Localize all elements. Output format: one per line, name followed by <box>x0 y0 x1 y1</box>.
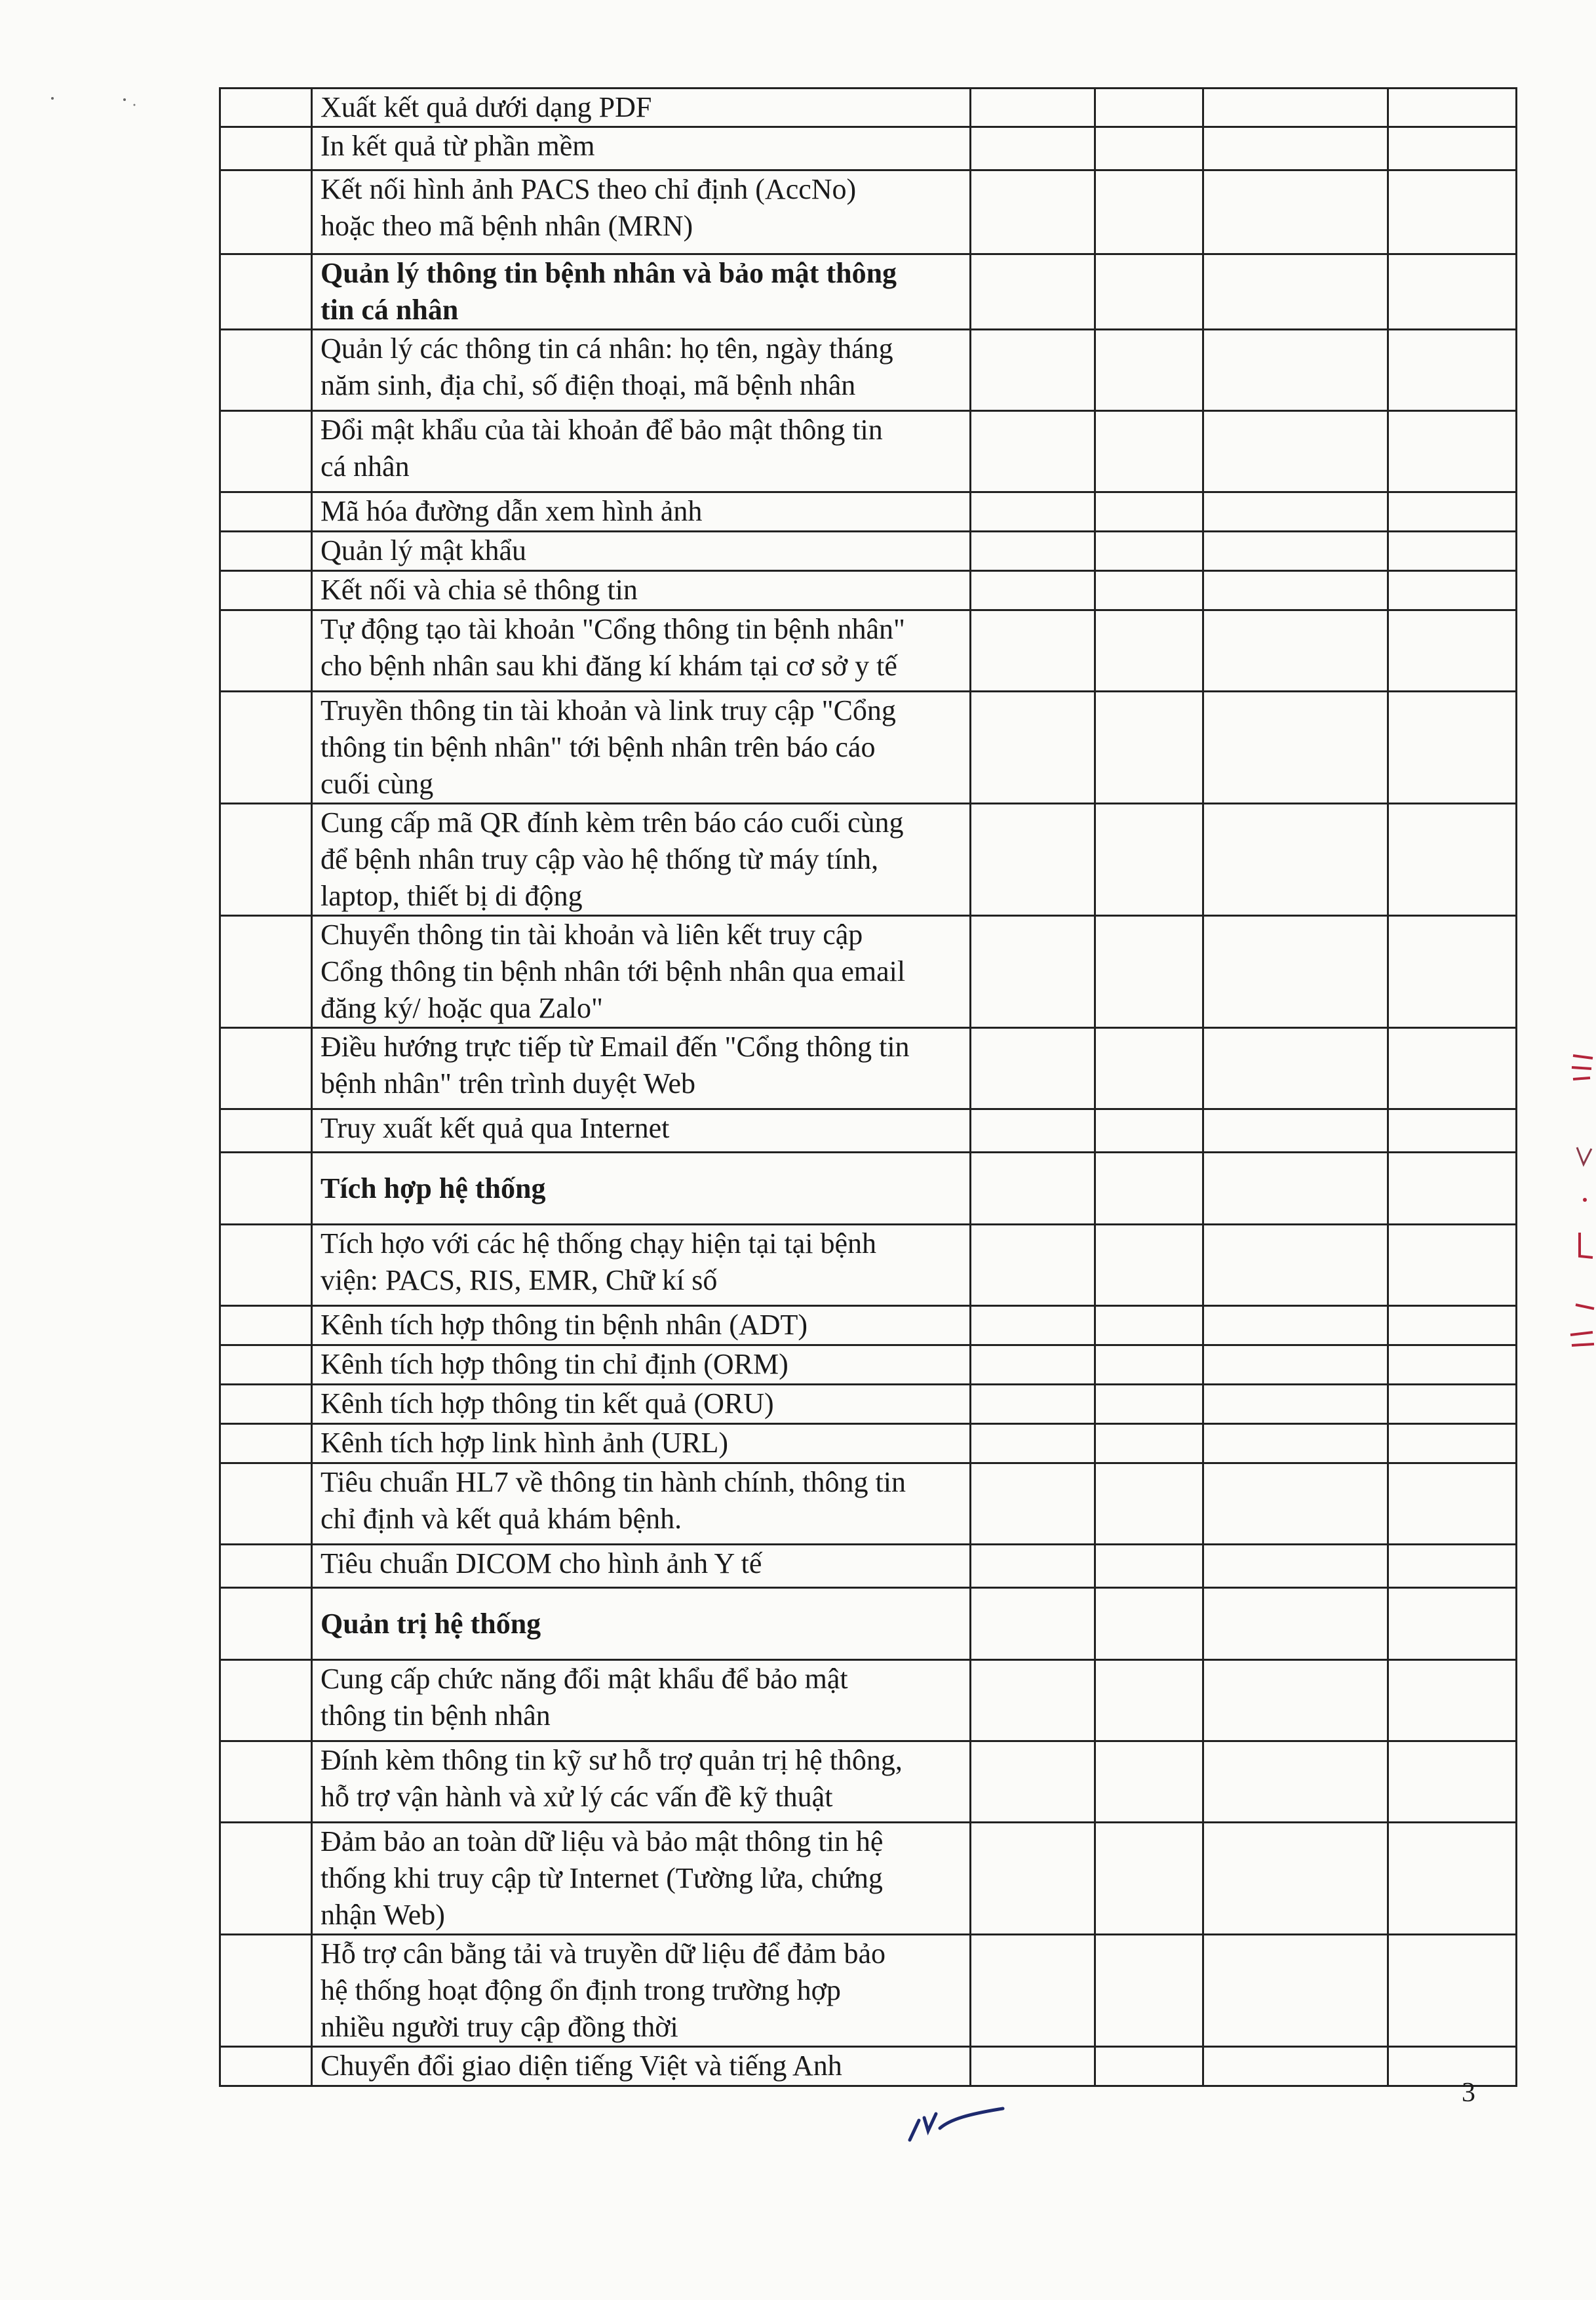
table-row <box>220 411 1517 492</box>
index-cell <box>220 170 312 254</box>
blank-cell <box>971 411 1095 492</box>
requirement-description <box>312 1153 971 1225</box>
table-row <box>220 610 1517 692</box>
blank-cell <box>1203 254 1388 330</box>
blank-cell <box>971 2047 1095 2086</box>
blank-cell <box>1203 2047 1388 2086</box>
requirement-description <box>312 1345 971 1385</box>
blank-cell <box>1095 170 1203 254</box>
blank-cell <box>1388 170 1517 254</box>
blank-cell <box>1095 1588 1203 1660</box>
margin-ink-marks <box>1560 1049 1596 1364</box>
blank-cell <box>1388 2047 1517 2086</box>
requirement-text-line: Tích hợp hệ thống <box>321 1172 546 1204</box>
requirement-description <box>312 170 971 254</box>
page-number: 3 <box>1462 2078 1475 2108</box>
requirement-description <box>312 1385 971 1424</box>
requirement-text-line: chỉ định và kết quả khám bệnh. <box>321 1503 682 1535</box>
requirement-text-line: hỗ trợ vận hành và xử lý các vấn đề kỹ thuật <box>321 1781 833 1813</box>
blank-cell <box>1203 1424 1388 1463</box>
blank-cell <box>971 1109 1095 1153</box>
requirement-text-line: Mã hóa đường dẫn xem hình ảnh <box>321 495 703 527</box>
blank-cell <box>1203 127 1388 170</box>
blank-cell <box>1203 1153 1388 1225</box>
blank-cell <box>1095 89 1203 127</box>
requirement-description <box>312 1109 971 1153</box>
requirement-description <box>312 610 971 692</box>
table-row <box>220 1545 1517 1588</box>
requirement-text-line: Tiêu chuẩn HL7 về thông tin hành chính, thông tin <box>321 1466 906 1498</box>
blank-cell <box>971 610 1095 692</box>
blank-cell <box>971 532 1095 571</box>
requirement-text-line: thông tin bệnh nhân" tới bệnh nhân trên báo cáo <box>321 731 876 763</box>
requirement-text-line: nhận Web) <box>321 1899 445 1931</box>
blank-cell <box>1388 1424 1517 1463</box>
blank-cell <box>1203 1741 1388 1823</box>
blank-cell <box>1095 2047 1203 2086</box>
requirement-text-line: Tự động tạo tài khoản "Cổng thông tin bệnh nhân" <box>321 613 905 645</box>
requirement-text-line: tin cá nhân <box>321 294 459 326</box>
requirement-text-line: Kênh tích hợp thông tin chỉ định (ORM) <box>321 1348 788 1380</box>
blank-cell <box>971 1823 1095 1935</box>
table-row <box>220 330 1517 411</box>
requirement-text-line: Kênh tích hợp thông tin bệnh nhân (ADT) <box>321 1309 808 1341</box>
requirement-text-line: Kênh tích hợp thông tin kết quả (ORU) <box>321 1387 774 1419</box>
blank-cell <box>971 1741 1095 1823</box>
requirement-text-line: cá nhân <box>321 450 410 483</box>
requirement-description <box>312 532 971 571</box>
blank-cell <box>1388 1306 1517 1345</box>
blank-cell <box>971 1588 1095 1660</box>
blank-cell <box>1388 1588 1517 1660</box>
blank-cell <box>1095 127 1203 170</box>
table-row <box>220 916 1517 1028</box>
table-row <box>220 1385 1517 1424</box>
blank-cell <box>1095 804 1203 916</box>
index-cell <box>220 571 312 610</box>
requirement-description <box>312 1660 971 1741</box>
blank-cell <box>1203 1028 1388 1109</box>
index-cell <box>220 492 312 532</box>
index-cell <box>220 1225 312 1306</box>
blank-cell <box>1095 1109 1203 1153</box>
requirement-description <box>312 1424 971 1463</box>
blank-cell <box>1095 1306 1203 1345</box>
requirement-text-line: Hỗ trợ cân bằng tải và truyền dữ liệu để đảm bảo <box>321 1937 886 1970</box>
index-cell <box>220 89 312 127</box>
index-cell <box>220 610 312 692</box>
requirement-text-line: Quản trị hệ thống <box>321 1607 541 1640</box>
requirement-text-line: Cung cấp chức năng đổi mật khẩu để bảo mật <box>321 1663 848 1695</box>
table-row <box>220 692 1517 804</box>
blank-cell <box>1203 1345 1388 1385</box>
requirement-text-line: Cung cấp mã QR đính kèm trên báo cáo cuối cùng <box>321 806 904 839</box>
index-cell <box>220 692 312 804</box>
index-cell <box>220 1463 312 1545</box>
blank-cell <box>1203 1225 1388 1306</box>
index-cell <box>220 1385 312 1424</box>
table-row <box>220 1225 1517 1306</box>
blank-cell <box>1388 571 1517 610</box>
blank-cell <box>971 1935 1095 2047</box>
requirement-text-line: thông tin bệnh nhân <box>321 1699 551 1732</box>
requirement-description <box>312 1935 971 2047</box>
blank-cell <box>1203 1109 1388 1153</box>
requirement-description <box>312 1588 971 1660</box>
requirement-text-line: hoặc theo mã bệnh nhân (MRN) <box>321 210 693 242</box>
blank-cell <box>971 1345 1095 1385</box>
blank-cell <box>1203 1823 1388 1935</box>
blank-cell <box>971 1385 1095 1424</box>
index-cell <box>220 411 312 492</box>
index-cell <box>220 1545 312 1588</box>
blank-cell <box>971 1225 1095 1306</box>
blank-cell <box>1095 1028 1203 1109</box>
table-row <box>220 2047 1517 2086</box>
blank-cell <box>1095 1424 1203 1463</box>
table-row <box>220 1935 1517 2047</box>
blank-cell <box>971 330 1095 411</box>
table-row <box>220 492 1517 532</box>
index-cell <box>220 1306 312 1345</box>
requirement-text-line: Tích hợo với các hệ thống chạy hiện tại tại bệnh <box>321 1227 877 1259</box>
index-cell <box>220 2047 312 2086</box>
blank-cell <box>1388 1660 1517 1741</box>
requirement-text-line: Đổi mật khẩu của tài khoản để bảo mật thông tin <box>321 414 883 446</box>
index-cell <box>220 1153 312 1225</box>
section-header-row <box>220 1588 1517 1660</box>
requirement-description <box>312 571 971 610</box>
blank-cell <box>1203 170 1388 254</box>
requirement-description <box>312 1741 971 1823</box>
index-cell <box>220 1935 312 2047</box>
blank-cell <box>1388 1153 1517 1225</box>
blank-cell <box>971 89 1095 127</box>
blank-cell <box>1095 254 1203 330</box>
blank-cell <box>1388 1823 1517 1935</box>
blank-cell <box>1388 492 1517 532</box>
blank-cell <box>1095 1385 1203 1424</box>
blank-cell <box>1095 1545 1203 1588</box>
requirement-description <box>312 411 971 492</box>
requirement-description <box>312 89 971 127</box>
blank-cell <box>1388 1109 1517 1153</box>
requirement-text-line: Quản lý thông tin bệnh nhân và bảo mật thông <box>321 257 897 289</box>
requirement-description <box>312 1545 971 1588</box>
requirement-text-line: viện: PACS, RIS, EMR, Chữ kí số <box>321 1264 718 1296</box>
index-cell <box>220 532 312 571</box>
blank-cell <box>1203 916 1388 1028</box>
requirements-table-body <box>220 89 1517 2086</box>
requirement-description <box>312 2047 971 2086</box>
blank-cell <box>1095 571 1203 610</box>
requirement-text-line: đăng ký/ hoặc qua Zalo" <box>321 992 603 1024</box>
index-cell <box>220 1588 312 1660</box>
requirement-description <box>312 916 971 1028</box>
requirement-description <box>312 1823 971 1935</box>
requirement-text-line: Quản lý mật khẩu <box>321 534 527 566</box>
table-row <box>220 532 1517 571</box>
scan-specks <box>46 92 151 118</box>
blank-cell <box>1203 610 1388 692</box>
blank-cell <box>971 571 1095 610</box>
index-cell <box>220 330 312 411</box>
index-cell <box>220 1424 312 1463</box>
blank-cell <box>1388 1028 1517 1109</box>
blank-cell <box>1203 89 1388 127</box>
requirement-description <box>312 1306 971 1345</box>
index-cell <box>220 1823 312 1935</box>
blank-cell <box>1388 330 1517 411</box>
requirement-text-line: để bệnh nhân truy cập vào hệ thống từ máy tính, <box>321 843 879 875</box>
index-cell <box>220 1028 312 1109</box>
requirement-description <box>312 330 971 411</box>
requirement-text-line: Kết nối hình ảnh PACS theo chỉ định (AccNo) <box>321 173 857 205</box>
blank-cell <box>1203 532 1388 571</box>
blank-cell <box>1388 692 1517 804</box>
blank-cell <box>1388 1463 1517 1545</box>
blank-cell <box>1095 1935 1203 2047</box>
requirement-text-line: bệnh nhân" trên trình duyệt Web <box>321 1067 696 1100</box>
blank-cell <box>1388 1741 1517 1823</box>
blank-cell <box>1388 804 1517 916</box>
blank-cell <box>971 1660 1095 1741</box>
blank-cell <box>1388 411 1517 492</box>
table-row <box>220 1823 1517 1935</box>
requirement-description <box>312 1028 971 1109</box>
index-cell <box>220 1741 312 1823</box>
requirement-text-line: cuối cùng <box>321 768 434 800</box>
blank-cell <box>971 254 1095 330</box>
requirement-text-line: Đảm bảo an toàn dữ liệu và bảo mật thông tin hệ <box>321 1825 884 1857</box>
requirement-description <box>312 692 971 804</box>
blank-cell <box>1388 1225 1517 1306</box>
requirement-description <box>312 127 971 170</box>
blank-cell <box>1388 254 1517 330</box>
requirement-text-line: Tiêu chuẩn DICOM cho hình ảnh Y tế <box>321 1547 762 1579</box>
table-row <box>220 1306 1517 1345</box>
table-row <box>220 1109 1517 1153</box>
blank-cell <box>1203 411 1388 492</box>
requirement-description <box>312 804 971 916</box>
blank-cell <box>1095 1345 1203 1385</box>
requirements-table <box>219 87 1517 2087</box>
index-cell <box>220 804 312 916</box>
table-row <box>220 571 1517 610</box>
requirement-text-line: Truyền thông tin tài khoản và link truy cập "Cổng <box>321 694 896 726</box>
table-row <box>220 89 1517 127</box>
blank-cell <box>1388 610 1517 692</box>
blank-cell <box>1095 916 1203 1028</box>
requirement-description <box>312 254 971 330</box>
requirement-description <box>312 492 971 532</box>
blank-cell <box>1203 1385 1388 1424</box>
requirement-text-line: Đính kèm thông tin kỹ sư hỗ trợ quản trị hệ thông, <box>321 1744 903 1776</box>
blank-cell <box>1203 1545 1388 1588</box>
blank-cell <box>1203 1463 1388 1545</box>
blank-cell <box>971 492 1095 532</box>
blank-cell <box>1095 411 1203 492</box>
blank-cell <box>971 804 1095 916</box>
blank-cell <box>1095 1153 1203 1225</box>
requirement-text-line: nhiều người truy cập đồng thời <box>321 2011 678 2043</box>
index-cell <box>220 916 312 1028</box>
requirement-text-line: Kết nối và chia sẻ thông tin <box>321 574 638 606</box>
requirement-text-line: Điều hướng trực tiếp từ Email đến "Cổng thông tin <box>321 1031 910 1063</box>
requirement-text-line: laptop, thiết bị di động <box>321 880 583 912</box>
blank-cell <box>1203 571 1388 610</box>
blank-cell <box>971 692 1095 804</box>
signature-initials <box>905 2095 1009 2148</box>
blank-cell <box>971 170 1095 254</box>
blank-cell <box>1095 1741 1203 1823</box>
blank-cell <box>1095 1660 1203 1741</box>
table-row <box>220 1463 1517 1545</box>
blank-cell <box>1203 492 1388 532</box>
requirement-text-line: Truy xuất kết quả qua Internet <box>321 1112 670 1144</box>
table-row <box>220 804 1517 916</box>
blank-cell <box>1388 1545 1517 1588</box>
blank-cell <box>971 1153 1095 1225</box>
section-header-row <box>220 254 1517 330</box>
blank-cell <box>1095 492 1203 532</box>
table-row <box>220 1345 1517 1385</box>
blank-cell <box>1095 692 1203 804</box>
requirement-text-line: Chuyển thông tin tài khoản và liên kết truy cập <box>321 919 863 951</box>
table-row <box>220 1660 1517 1741</box>
blank-cell <box>1095 1463 1203 1545</box>
requirement-text-line: Cổng thông tin bệnh nhân tới bệnh nhân qua email <box>321 955 906 987</box>
requirement-text-line: thống khi truy cập từ Internet (Tường lửa, chứng <box>321 1862 883 1894</box>
blank-cell <box>1095 1225 1203 1306</box>
requirement-description <box>312 1225 971 1306</box>
blank-cell <box>1095 532 1203 571</box>
requirement-text-line: Quản lý các thông tin cá nhân: họ tên, ngày tháng <box>321 332 893 365</box>
requirement-text-line: hệ thống hoạt động ổn định trong trường hợp <box>321 1974 841 2006</box>
table-row <box>220 170 1517 254</box>
blank-cell <box>1203 1660 1388 1741</box>
blank-cell <box>1095 610 1203 692</box>
index-cell <box>220 254 312 330</box>
section-header-row <box>220 1153 1517 1225</box>
blank-cell <box>971 1545 1095 1588</box>
blank-cell <box>1388 532 1517 571</box>
blank-cell <box>971 916 1095 1028</box>
requirement-text-line: Chuyển đổi giao diện tiếng Việt và tiếng Anh <box>321 2050 842 2082</box>
blank-cell <box>1388 1385 1517 1424</box>
blank-cell <box>1388 1345 1517 1385</box>
blank-cell <box>1203 1935 1388 2047</box>
requirement-description <box>312 1463 971 1545</box>
blank-cell <box>1095 330 1203 411</box>
blank-cell <box>971 1028 1095 1109</box>
table-row <box>220 1741 1517 1823</box>
index-cell <box>220 1109 312 1153</box>
blank-cell <box>1388 127 1517 170</box>
blank-cell <box>1203 330 1388 411</box>
blank-cell <box>1095 1823 1203 1935</box>
blank-cell <box>971 1424 1095 1463</box>
table-row <box>220 1028 1517 1109</box>
index-cell <box>220 1345 312 1385</box>
table-row <box>220 1424 1517 1463</box>
table-row <box>220 127 1517 170</box>
requirement-text-line: cho bệnh nhân sau khi đăng kí khám tại cơ sở y tế <box>321 650 897 682</box>
index-cell <box>220 127 312 170</box>
blank-cell <box>971 1306 1095 1345</box>
blank-cell <box>1388 916 1517 1028</box>
requirement-text-line: năm sinh, địa chỉ, số điện thoại, mã bệnh nhân <box>321 369 856 401</box>
blank-cell <box>1388 89 1517 127</box>
index-cell <box>220 1660 312 1741</box>
requirement-text-line: In kết quả từ phần mềm <box>321 130 595 162</box>
blank-cell <box>1203 692 1388 804</box>
requirement-text-line: Kênh tích hợp link hình ảnh (URL) <box>321 1427 729 1459</box>
blank-cell <box>1203 1306 1388 1345</box>
blank-cell <box>971 127 1095 170</box>
blank-cell <box>971 1463 1095 1545</box>
blank-cell <box>1388 1935 1517 2047</box>
requirement-text-line: Xuất kết quả dưới dạng PDF <box>321 91 652 123</box>
blank-cell <box>1203 804 1388 916</box>
blank-cell <box>1203 1588 1388 1660</box>
